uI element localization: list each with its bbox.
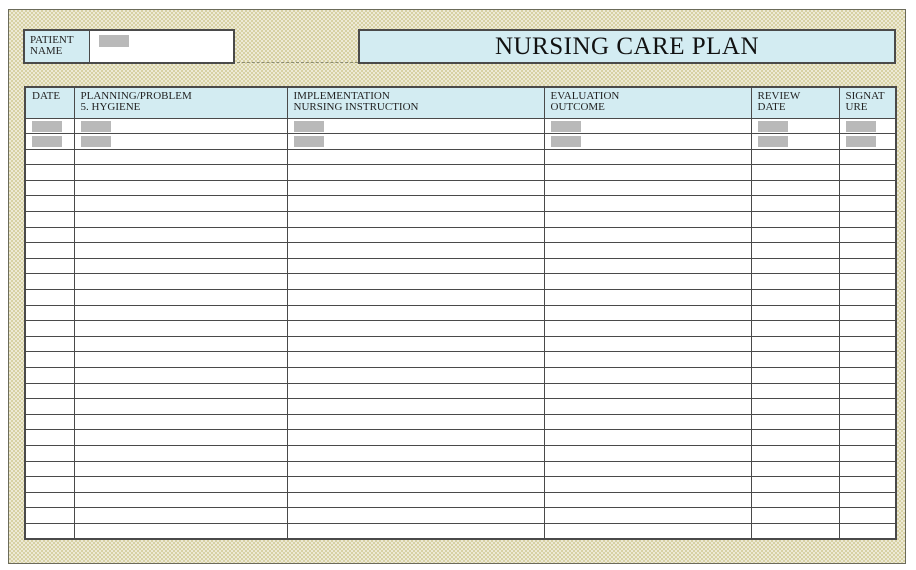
cell-date[interactable] [25, 352, 74, 368]
cell-plan[interactable] [74, 243, 287, 259]
cell-rev[interactable] [751, 196, 839, 212]
cell-sig[interactable] [839, 336, 896, 352]
cell-date[interactable] [25, 461, 74, 477]
cell-rev[interactable] [751, 461, 839, 477]
redacted-entry [81, 121, 111, 132]
redacted-entry [32, 121, 62, 132]
form-title: NURSING CARE PLAN [358, 29, 896, 64]
cell-plan[interactable] [74, 461, 287, 477]
cell-rev[interactable] [751, 212, 839, 228]
cell-rev[interactable] [751, 430, 839, 446]
cell-impl[interactable] [287, 149, 544, 165]
cell-rev[interactable] [751, 227, 839, 243]
cell-date[interactable] [25, 305, 74, 321]
cell-impl[interactable] [287, 118, 544, 134]
cell-plan[interactable] [74, 118, 287, 134]
table-row [25, 336, 896, 352]
cell-impl[interactable] [287, 430, 544, 446]
cell-rev[interactable] [751, 165, 839, 181]
table-row [25, 165, 896, 181]
cell-eval[interactable] [544, 368, 751, 384]
table-row [25, 227, 896, 243]
cell-impl[interactable] [287, 196, 544, 212]
cell-sig[interactable] [839, 383, 896, 399]
cell-rev[interactable] [751, 321, 839, 337]
header-planning-problem: PLANNING/PROBLEM 5. HYGIENE [74, 87, 287, 118]
table-row [25, 305, 896, 321]
cell-eval[interactable] [544, 149, 751, 165]
table-row [25, 149, 896, 165]
cell-impl[interactable] [287, 383, 544, 399]
cell-rev[interactable] [751, 258, 839, 274]
cell-sig[interactable] [839, 399, 896, 415]
cell-sig[interactable] [839, 492, 896, 508]
table-row [25, 492, 896, 508]
table-row [25, 352, 896, 368]
cell-eval[interactable] [544, 227, 751, 243]
cell-date[interactable] [25, 492, 74, 508]
cell-eval[interactable] [544, 461, 751, 477]
cell-sig[interactable] [839, 180, 896, 196]
cell-date[interactable] [25, 196, 74, 212]
cell-impl[interactable] [287, 523, 544, 539]
cell-impl[interactable] [287, 352, 544, 368]
cell-plan[interactable] [74, 492, 287, 508]
cell-plan[interactable] [74, 445, 287, 461]
cell-eval[interactable] [544, 165, 751, 181]
cell-rev[interactable] [751, 414, 839, 430]
cell-plan[interactable] [74, 227, 287, 243]
cell-impl[interactable] [287, 492, 544, 508]
patient-name-field[interactable] [91, 31, 233, 62]
cell-sig[interactable] [839, 290, 896, 306]
cell-plan[interactable] [74, 305, 287, 321]
cell-impl[interactable] [287, 227, 544, 243]
cell-sig[interactable] [839, 243, 896, 259]
redacted-entry [294, 121, 324, 132]
cell-rev[interactable] [751, 445, 839, 461]
table-row [25, 180, 896, 196]
cell-date[interactable] [25, 180, 74, 196]
header-signature: SIGNAT URE [839, 87, 896, 118]
cell-eval[interactable] [544, 305, 751, 321]
cell-rev[interactable] [751, 352, 839, 368]
cell-plan[interactable] [74, 508, 287, 524]
cell-plan[interactable] [74, 196, 287, 212]
cell-rev[interactable] [751, 368, 839, 384]
table-row [25, 243, 896, 259]
header-date: DATE [25, 87, 74, 118]
cell-eval[interactable] [544, 477, 751, 493]
table-row [25, 274, 896, 290]
cell-date[interactable] [25, 274, 74, 290]
cell-sig[interactable] [839, 368, 896, 384]
cell-rev[interactable] [751, 118, 839, 134]
cell-impl[interactable] [287, 180, 544, 196]
cell-eval[interactable] [544, 445, 751, 461]
cell-eval[interactable] [544, 430, 751, 446]
table-row [25, 430, 896, 446]
care-plan-table [24, 86, 897, 540]
cell-sig[interactable] [839, 321, 896, 337]
cell-plan[interactable] [74, 180, 287, 196]
cell-impl[interactable] [287, 321, 544, 337]
cell-impl[interactable] [287, 368, 544, 384]
cell-eval[interactable] [544, 258, 751, 274]
table-row [25, 414, 896, 430]
cell-date[interactable] [25, 508, 74, 524]
cell-date[interactable] [25, 523, 74, 539]
cell-rev[interactable] [751, 508, 839, 524]
table-body [25, 118, 896, 539]
cell-sig[interactable] [839, 196, 896, 212]
cell-rev[interactable] [751, 149, 839, 165]
cell-date[interactable] [25, 368, 74, 384]
header-review-date: REVIEW DATE [751, 87, 839, 118]
cell-plan[interactable] [74, 383, 287, 399]
cell-sig[interactable] [839, 414, 896, 430]
cell-sig[interactable] [839, 165, 896, 181]
cell-plan[interactable] [74, 368, 287, 384]
table-row [25, 290, 896, 306]
cell-date[interactable] [25, 445, 74, 461]
cell-sig[interactable] [839, 430, 896, 446]
cell-rev[interactable] [751, 134, 839, 150]
cell-plan[interactable] [74, 414, 287, 430]
cell-eval[interactable] [544, 508, 751, 524]
cell-date[interactable] [25, 414, 74, 430]
cell-date[interactable] [25, 243, 74, 259]
cell-eval[interactable] [544, 352, 751, 368]
cell-eval[interactable] [544, 118, 751, 134]
cell-eval[interactable] [544, 383, 751, 399]
cell-eval[interactable] [544, 134, 751, 150]
table-row [25, 118, 896, 134]
cell-date[interactable] [25, 227, 74, 243]
cell-sig[interactable] [839, 258, 896, 274]
redacted-entry [32, 136, 62, 147]
header-evaluation: EVALUATION OUTCOME [544, 87, 751, 118]
table-row [25, 445, 896, 461]
cell-eval[interactable] [544, 523, 751, 539]
table-row [25, 523, 896, 539]
redacted-entry [551, 121, 581, 132]
cell-impl[interactable] [287, 165, 544, 181]
header-divider [237, 62, 358, 63]
redacted-entry [758, 121, 788, 132]
cell-eval[interactable] [544, 399, 751, 415]
cell-impl[interactable] [287, 461, 544, 477]
cell-rev[interactable] [751, 180, 839, 196]
cell-plan[interactable] [74, 149, 287, 165]
cell-impl[interactable] [287, 134, 544, 150]
cell-impl[interactable] [287, 399, 544, 415]
cell-date[interactable] [25, 134, 74, 150]
cell-eval[interactable] [544, 196, 751, 212]
cell-sig[interactable] [839, 461, 896, 477]
cell-eval[interactable] [544, 414, 751, 430]
cell-impl[interactable] [287, 212, 544, 228]
cell-plan[interactable] [74, 523, 287, 539]
cell-date[interactable] [25, 383, 74, 399]
cell-sig[interactable] [839, 352, 896, 368]
cell-date[interactable] [25, 477, 74, 493]
cell-impl[interactable] [287, 336, 544, 352]
cell-sig[interactable] [839, 134, 896, 150]
cell-sig[interactable] [839, 523, 896, 539]
cell-rev[interactable] [751, 399, 839, 415]
cell-date[interactable] [25, 258, 74, 274]
cell-date[interactable] [25, 149, 74, 165]
cell-impl[interactable] [287, 477, 544, 493]
cell-impl[interactable] [287, 508, 544, 524]
cell-sig[interactable] [839, 445, 896, 461]
table-row [25, 212, 896, 228]
cell-eval[interactable] [544, 243, 751, 259]
cell-plan[interactable] [74, 321, 287, 337]
cell-plan[interactable] [74, 290, 287, 306]
cell-impl[interactable] [287, 290, 544, 306]
cell-plan[interactable] [74, 258, 287, 274]
cell-eval[interactable] [544, 274, 751, 290]
cell-impl[interactable] [287, 243, 544, 259]
cell-sig[interactable] [839, 274, 896, 290]
table-row [25, 258, 896, 274]
cell-date[interactable] [25, 430, 74, 446]
cell-date[interactable] [25, 212, 74, 228]
cell-date[interactable] [25, 321, 74, 337]
cell-rev[interactable] [751, 523, 839, 539]
cell-sig[interactable] [839, 477, 896, 493]
cell-rev[interactable] [751, 274, 839, 290]
table-row [25, 134, 896, 150]
cell-rev[interactable] [751, 336, 839, 352]
redacted-patient-name [99, 35, 129, 47]
cell-eval[interactable] [544, 492, 751, 508]
redacted-entry [294, 136, 324, 147]
header-implementation: IMPLEMENTATION NURSING INSTRUCTION [287, 87, 544, 118]
table-row [25, 508, 896, 524]
cell-date[interactable] [25, 336, 74, 352]
cell-rev[interactable] [751, 383, 839, 399]
cell-plan[interactable] [74, 352, 287, 368]
cell-sig[interactable] [839, 305, 896, 321]
cell-impl[interactable] [287, 258, 544, 274]
patient-name-label: PATIENT NAME [25, 31, 90, 62]
cell-plan[interactable] [74, 212, 287, 228]
cell-eval[interactable] [544, 212, 751, 228]
redacted-entry [758, 136, 788, 147]
cell-date[interactable] [25, 118, 74, 134]
cell-plan[interactable] [74, 134, 287, 150]
redacted-entry [846, 136, 876, 147]
cell-eval[interactable] [544, 290, 751, 306]
redacted-entry [846, 121, 876, 132]
cell-date[interactable] [25, 165, 74, 181]
cell-sig[interactable] [839, 508, 896, 524]
cell-sig[interactable] [839, 118, 896, 134]
table-row [25, 477, 896, 493]
cell-rev[interactable] [751, 305, 839, 321]
cell-plan[interactable] [74, 165, 287, 181]
cell-sig[interactable] [839, 212, 896, 228]
cell-sig[interactable] [839, 149, 896, 165]
cell-date[interactable] [25, 290, 74, 306]
cell-eval[interactable] [544, 180, 751, 196]
table-header-row [25, 87, 896, 118]
cell-plan[interactable] [74, 274, 287, 290]
patient-name-box [23, 29, 235, 64]
cell-sig[interactable] [839, 227, 896, 243]
cell-plan[interactable] [74, 336, 287, 352]
cell-rev[interactable] [751, 243, 839, 259]
cell-rev[interactable] [751, 290, 839, 306]
cell-plan[interactable] [74, 477, 287, 493]
cell-rev[interactable] [751, 477, 839, 493]
cell-impl[interactable] [287, 414, 544, 430]
table-row [25, 368, 896, 384]
table-row [25, 196, 896, 212]
table-row [25, 321, 896, 337]
table-row [25, 383, 896, 399]
cell-impl[interactable] [287, 305, 544, 321]
cell-eval[interactable] [544, 336, 751, 352]
cell-date[interactable] [25, 399, 74, 415]
redacted-entry [81, 136, 111, 147]
cell-rev[interactable] [751, 492, 839, 508]
cell-impl[interactable] [287, 274, 544, 290]
cell-plan[interactable] [74, 430, 287, 446]
table-row [25, 461, 896, 477]
cell-impl[interactable] [287, 445, 544, 461]
table-row [25, 399, 896, 415]
cell-eval[interactable] [544, 321, 751, 337]
cell-plan[interactable] [74, 399, 287, 415]
redacted-entry [551, 136, 581, 147]
